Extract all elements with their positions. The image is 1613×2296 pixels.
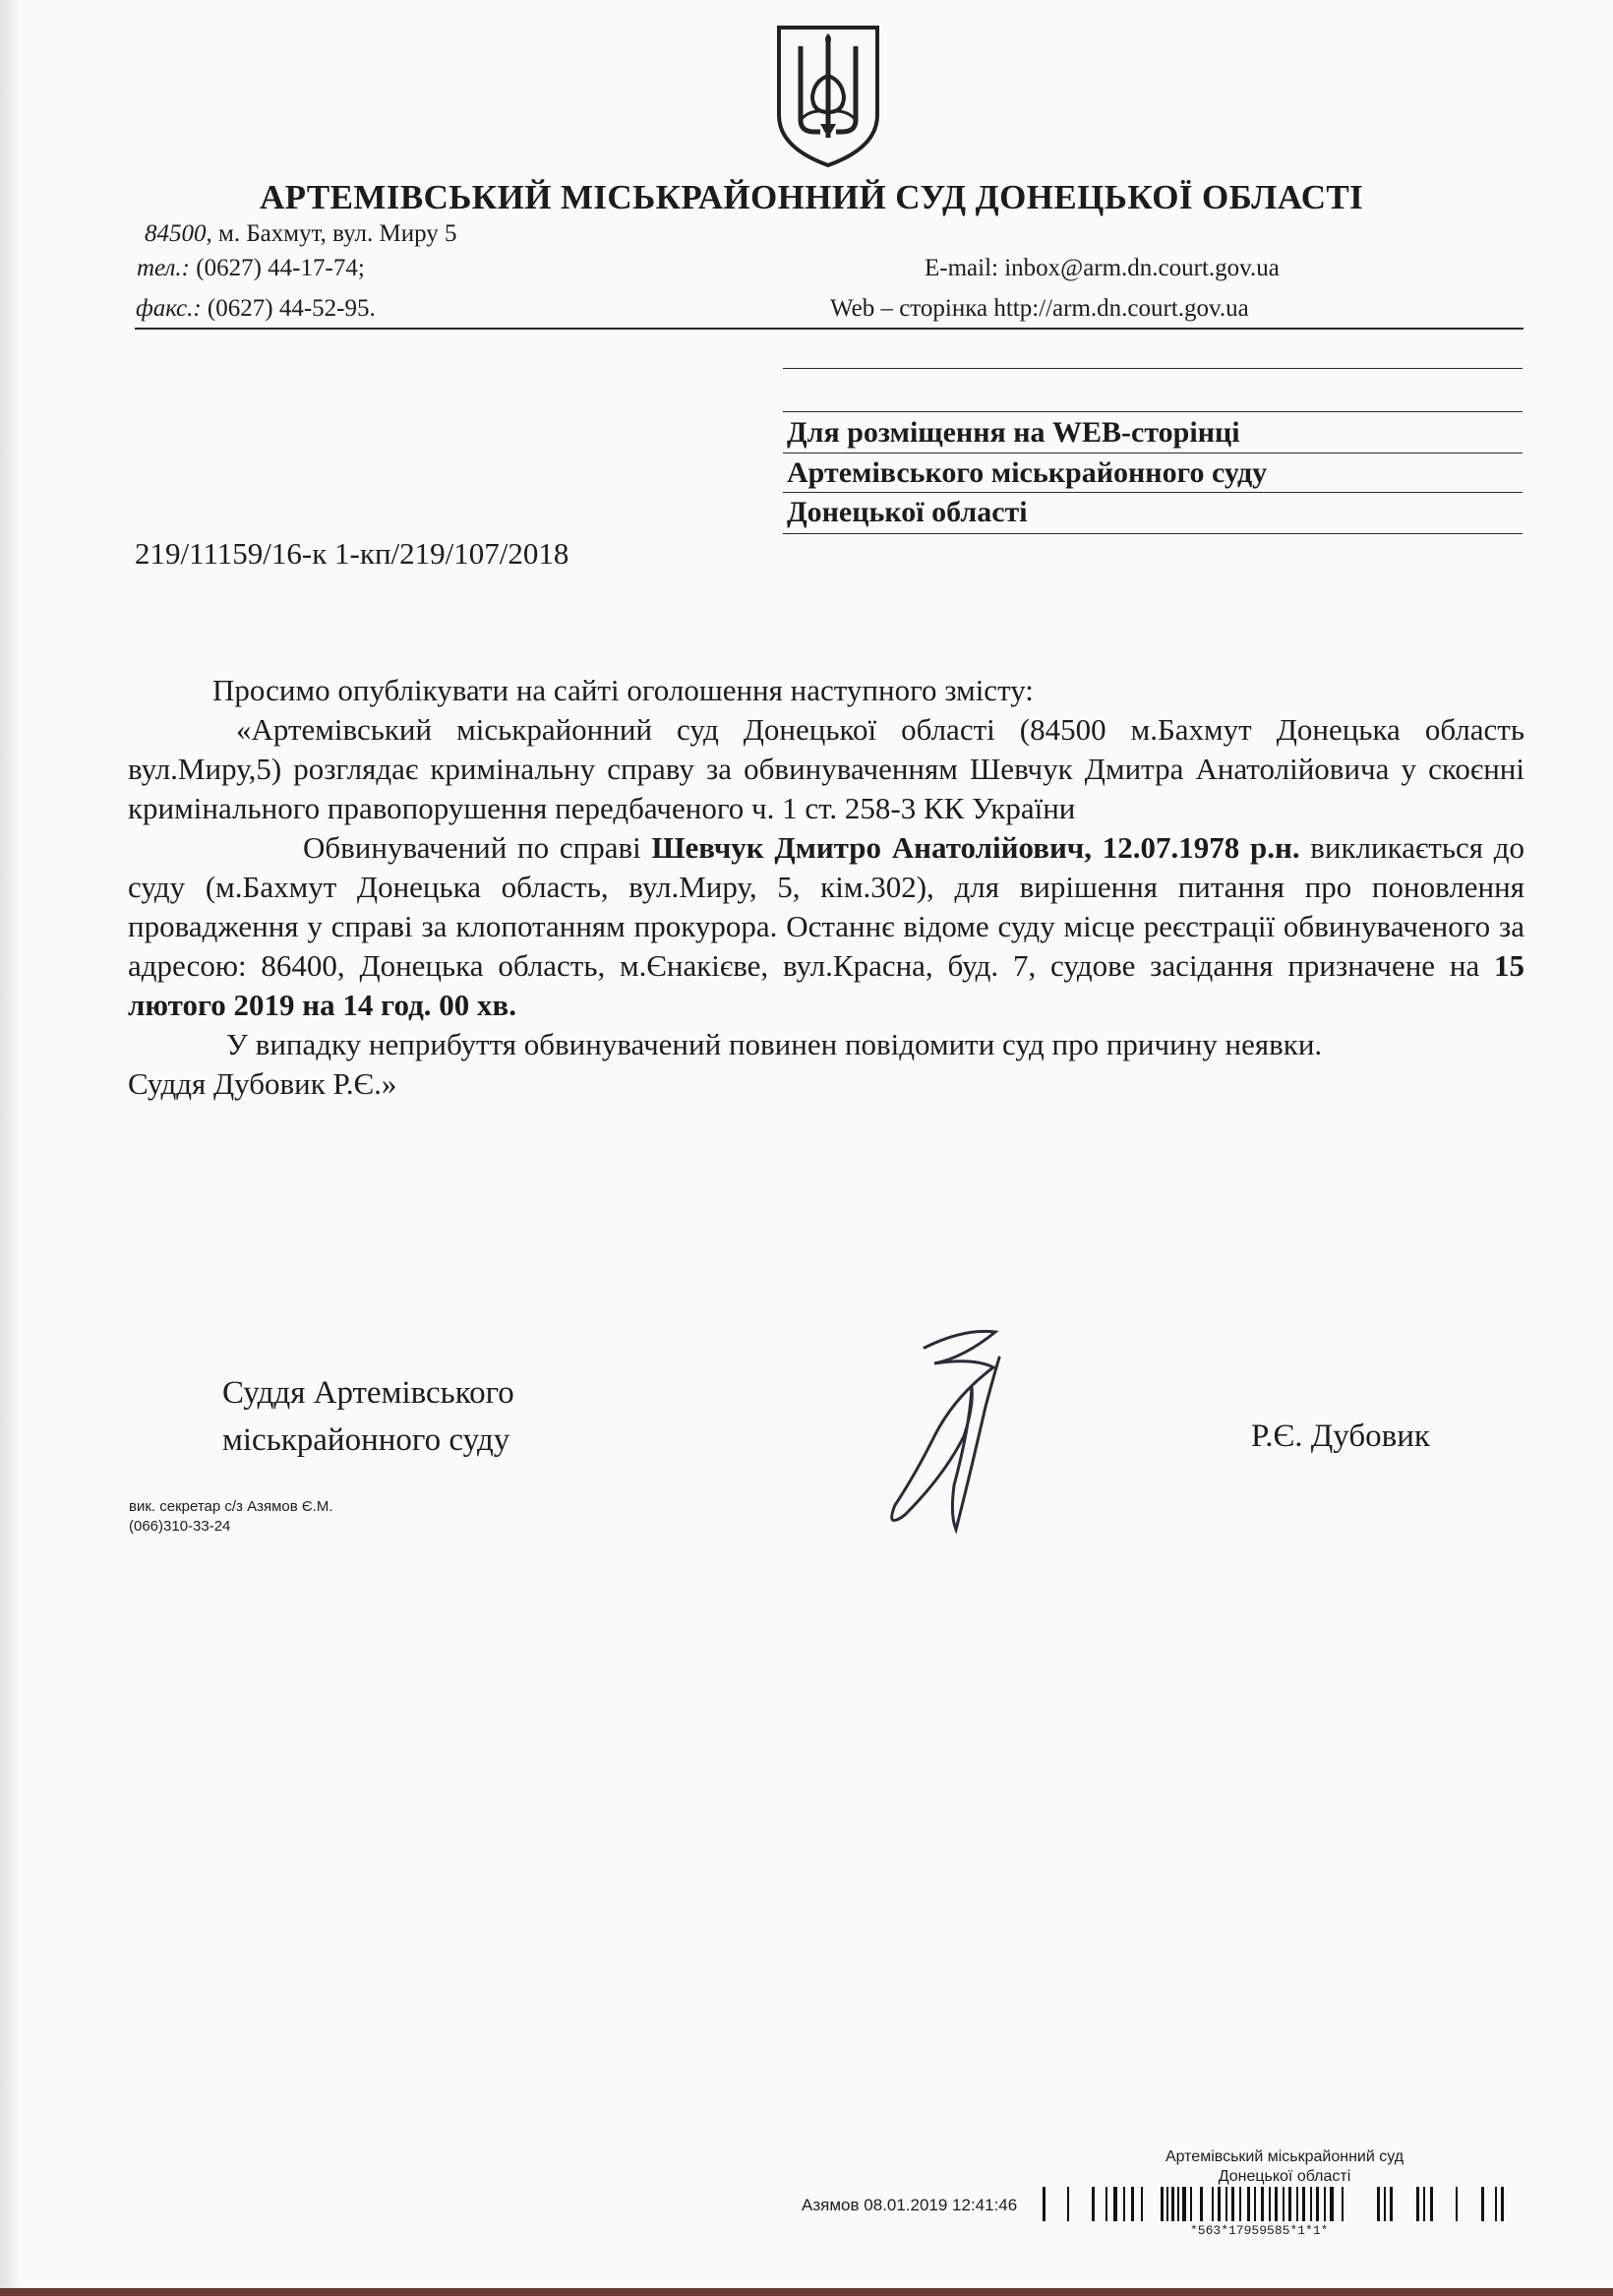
address-index: 84500, [145, 220, 212, 247]
email-line: E-mail: inbox@arm.dn.court.gov.ua [925, 255, 1280, 281]
addressee-rule [783, 533, 1523, 534]
addressee-rule [783, 411, 1523, 412]
addressee-line-3: Донецької області [787, 496, 1028, 528]
fax-line [136, 295, 376, 323]
executor-name: вик. секретар с/з Азямов Є.М. [129, 1498, 333, 1515]
signatory-title-line-1: Суддя Артемівського [222, 1375, 514, 1411]
coat-of-arms-icon [771, 22, 885, 169]
web-line: Web – сторінка http://arm.dn.court.gov.ua [830, 295, 1249, 322]
addressee-rule [783, 492, 1523, 493]
intro-paragraph: Просимо опублікувати на сайті оголошення наступного змісту: [212, 673, 1034, 707]
paper-edge [0, 0, 22, 2288]
registration-court [1147, 2147, 1422, 2187]
signatory-title-line-2: міськрайонного суду [222, 1422, 510, 1458]
registration-user-time: Азямов 08.01.2019 12:41:46 [802, 2196, 1018, 2214]
announcement-paragraph: «Артемівський міськрайонний суд Донецької області (84500 м.Бахмут Донецька область вул.Миру,5) розглядає кримінальну справу за обвинуваченням Шевчук Дмитра Анатолійовича у скоєнні кримінального правопорушення передбаченого ч. 1 ст. 258-3 КК України [128, 712, 1524, 825]
fax-label: факс.: [136, 295, 202, 322]
addressee-rule [783, 368, 1523, 369]
phone-number: (0627) 44-17-74; [196, 255, 365, 281]
summons-paragraph [128, 828, 1524, 1025]
executor-info [129, 1497, 333, 1537]
executor-phone: (066)310-33-24 [129, 1518, 231, 1535]
absence-paragraph: У випадку неприбуття обвинувачений повинен повідомити суд про причину неявки. [226, 1027, 1323, 1061]
case-numbers: 219/11159/16-к 1-кп/219/107/2018 [135, 536, 569, 571]
addressee-line-1: Для розміщення на WEB-сторінці [787, 416, 1240, 449]
address-street: м. Бахмут, вул. Миру 5 [218, 220, 457, 247]
registration-court-line-2: Донецької області [1218, 2168, 1351, 2185]
addressee-line-2: Артемівського міськрайонного суду [787, 456, 1268, 489]
signatory-title [222, 1369, 514, 1464]
phone-line [137, 255, 365, 282]
handwritten-signature-icon [875, 1318, 1033, 1535]
court-name: АРТЕМІВСЬКИЙ МІСЬКРАЙОННИЙ СУД ДОНЕЦЬКОЇ ОБЛАСТІ [260, 178, 1364, 216]
header-divider [135, 328, 1523, 330]
judge-closing: Суддя Дубовик Р.Є.» [128, 1066, 397, 1101]
phone-label: тел.: [137, 255, 191, 281]
barcode-number: *563*17959585*1*1* [1190, 2223, 1329, 2238]
summons-lead: Обвинувачений по справі [303, 830, 652, 865]
fax-number: (0627) 44-52-95. [207, 295, 376, 322]
letter-body [128, 671, 1524, 1104]
signatory-name: Р.Є. Дубовик [1251, 1419, 1430, 1454]
barcode-icon [1043, 2187, 1524, 2221]
registration-court-line-1: Артемівський міськрайонний суд [1165, 2148, 1404, 2165]
defendant-name: Шевчук Дмитро Анатолійович, 12.07.1978 р.н. [651, 830, 1300, 865]
hearing-date: 15 лютого 2019 на 14 год. 00 хв. [128, 948, 1524, 1022]
summons-details: викликається до суду (м.Бахмут Донецька область, вул.Миру, 5, кім.302), для вирішення питання про поновлення провадження у справі за клопотанням прокурора. Останнє відоме суду місце реєстрації обвинуваченого за адресою: 86400, Донецька область, м.Єнакієве, вул.Красна, буд. 7, судове засідання призначене на [128, 830, 1524, 983]
court-address [145, 220, 457, 248]
